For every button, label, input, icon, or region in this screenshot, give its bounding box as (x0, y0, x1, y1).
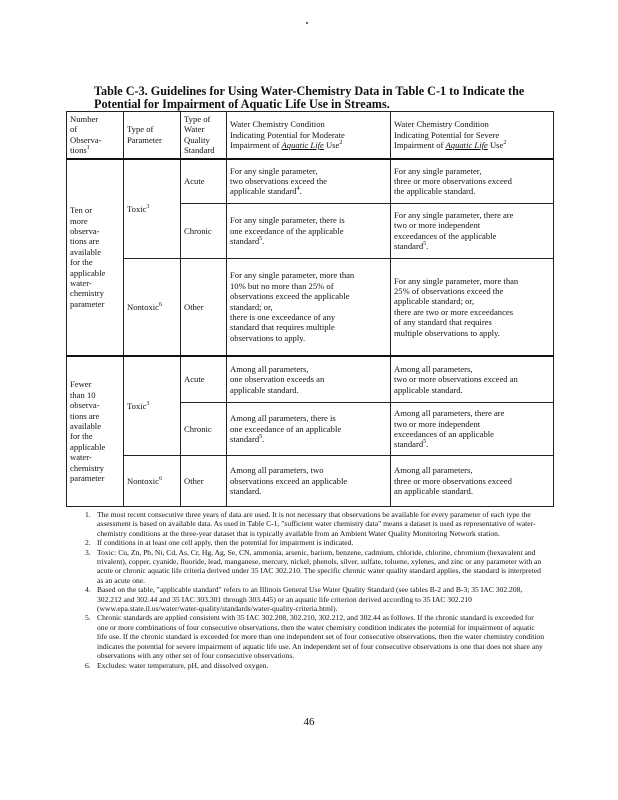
severe-condition: For any single parameter, three or more observations exceed the applicable standard. (391, 159, 554, 204)
moderate-condition: Among all parameters, there is one exceedance of an applicable standard$^5$. (227, 403, 391, 456)
table-title: Table C-3. Guidelines for Using Water-Chemistry Data in Table C-1 to Indicate the Potential for Impairment of Aquatic Life Use in Streams. (94, 84, 525, 111)
header-number-of-observations: Number of Observa- tions$^1$ (67, 112, 124, 159)
header-severe: Water Chemistry Condition Indicating Potential for Severe Impairment of Aquatic Life Use$^2$ (391, 112, 554, 159)
footnote: 5. Chronic standards are applied consistent with 35 IAC 302.208, 302.210, 302.212, and 302.44 as follows. If the chronic standard is exceeded for one or more combinations of four consecutive observations, then the water chemistry condition indicates the potential for impairment of aquatic life use. If the chronic standard is exceeded for more than one independent set of four consecutive observations, then the water chemistry condition indicates the potential for severe impairment of aquatic life use. An independent set of four consecutive observations is one that does not share any observations with any other set of four consecutive observations. (85, 613, 545, 661)
standard-acute: Acute (181, 356, 227, 403)
table-row (67, 159, 554, 204)
severe-condition: Among all parameters, there are two or more independent exceedances of an applicable standard$^5$. (391, 403, 554, 456)
guidelines-table (66, 111, 554, 507)
standard-other: Other (181, 258, 227, 356)
severe-condition: For any single parameter, more than 25% of observations exceed the applicable standard; or, there are two or more exceedances of any standard that requires multiple observations to apply. (391, 258, 554, 356)
moderate-condition: Among all parameters, two observations exceed an applicable standard. (227, 456, 391, 507)
header-parameter-type: Type of Parameter (124, 112, 181, 159)
moderate-condition: For any single parameter, more than 10% but no more than 25% of observations exceed the applicable standard; or, there is one exceedance of any standard that requires multiple observations to apply. (227, 258, 391, 356)
footnote: 3. Toxic: Cu, Zn, Pb, Ni, Cd, As, Cr, Hg, Ag, Se, CN, ammonia, arsenic, barium, benzene, cadmium, chloride, chlorine, chromium (hexavalent and trivalent), copper, cyanide, fluoride, lead, manganese, mercury, nickel, phenols, silver, sulfate, toluene, xylenes, and zinc or any parameter with an acute or chronic aquatic life criteria derived under 35 IAC 302.210. The specific chronic water quality standard applies, the standard is interpreted as an acute one. (85, 547, 542, 585)
table-row (67, 258, 554, 356)
observations-fewer-than-ten: Fewer than 10 observa- tions are available for the applicable water- chemistry parameter (67, 356, 124, 507)
type-toxic: Toxic$^3$ (124, 356, 181, 456)
standard-acute: Acute (181, 159, 227, 204)
severe-condition: Among all parameters, two or more observations exceed an applicable standard. (391, 356, 554, 403)
observations-ten-or-more: Ten or more observa- tions are available for the applicable water- chemistry parameter (67, 159, 124, 356)
table-row (67, 356, 554, 403)
footnote: 2. If conditions in at least one cell apply, then the potential for impairment is indicated. (85, 538, 354, 548)
page-mark (306, 22, 308, 24)
standard-other: Other (181, 456, 227, 507)
footnote: 4. Based on the table, "applicable standard" refers to an Illinois General Use Water Quality Standard (see tables B-2 and B-3; 35 IAC 302.208, 302.212 and 302.44 and 35 IAC 303.301 through 303.445) or an aquatic life criterion derived according to 35 IAC 302.210 (www.epa.state.il.us/water/water-quality/standards/water-quality-criteria.html). (85, 585, 523, 614)
moderate-condition: For any single parameter, two observations exceed the applicable standard$^4$. (227, 159, 391, 204)
standard-chronic: Chronic (181, 203, 227, 258)
type-toxic: Toxic$^3$ (124, 159, 181, 259)
standard-chronic: Chronic (181, 403, 227, 456)
table-row (67, 456, 554, 507)
header-row (67, 112, 554, 159)
moderate-condition: For any single parameter, there is one exceedance of the applicable standard$^5$. (227, 203, 391, 258)
moderate-condition: Among all parameters, one observation exceeds an applicable standard. (227, 356, 391, 403)
type-nontoxic: Nontoxic$^6$ (124, 456, 181, 507)
footnote: 6. Excludes: water temperature, pH, and dissolved oxygen. (85, 660, 269, 670)
severe-condition: For any single parameter, there are two or more independent exceedances of the applicable standard$^5$. (391, 203, 554, 258)
page-number: 46 (303, 716, 315, 728)
footnote: 1. The most recent consecutive three years of data are used. It is not necessary that observations be available for every parameter of each type the assessment is based on available data. As used in Table C-1, "sufficient water chemistry data" means a dataset is used as representative of water-chemistry conditions at the three-year dataset that is typically available from an Ambient Water Quality Monitoring Network station. (85, 510, 536, 538)
header-moderate: Water Chemistry Condition Indicating Potential for Moderate Impairment of Aquatic Life Use$^2$ (227, 112, 391, 159)
header-standard-type: Type of Water Quality Standard (181, 112, 227, 159)
footnotes (85, 510, 545, 670)
type-nontoxic: Nontoxic$^6$ (124, 258, 181, 356)
severe-condition: Among all parameters, three or more observations exceed an applicable standard. (391, 456, 554, 507)
